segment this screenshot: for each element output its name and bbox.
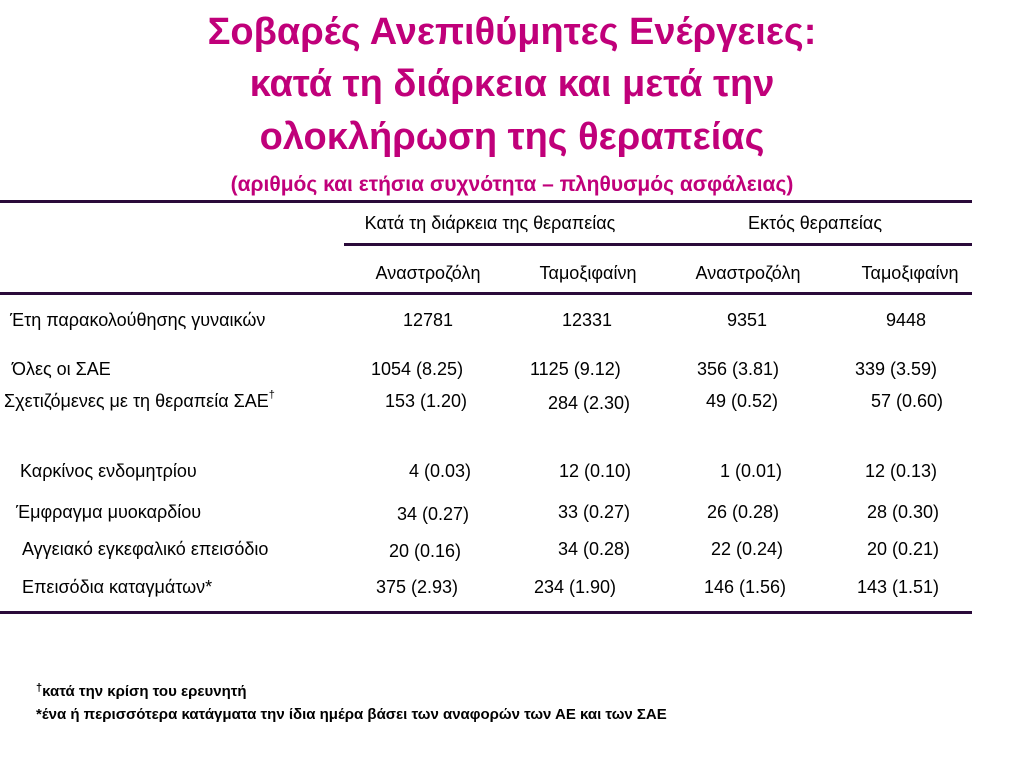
row-label-text: Σχετιζόμενες με τη θεραπεία ΣΑΕ bbox=[4, 391, 269, 411]
slide-title-line-2: κατά τη διάρκεια και μετά την bbox=[249, 63, 775, 105]
row-label-stroke: Αγγειακό εγκεφαλικό επεισόδιο bbox=[22, 539, 269, 559]
table-cell: 33 (0.27) bbox=[558, 502, 631, 522]
table-bottom-rule bbox=[0, 611, 972, 614]
table-cell: 12 (0.13) bbox=[865, 461, 938, 481]
footnote-dagger-text: κατά την κρίση του ερευνητή bbox=[42, 683, 247, 700]
row-label-all-saes: Όλες οι ΣΑΕ bbox=[12, 359, 111, 379]
table-cell: 12331 bbox=[561, 310, 613, 330]
table-cell: 20 (0.21) bbox=[867, 539, 940, 559]
table-cell: 34 (0.28) bbox=[558, 539, 631, 559]
table-cell: 9351 bbox=[726, 310, 768, 330]
table-cell: 20 (0.16) bbox=[389, 541, 462, 561]
table-cell: 1054 (8.25) bbox=[371, 359, 464, 379]
slide-title-line-3: ολοκλήρωση της θεραπείας bbox=[259, 116, 765, 158]
row-label-myocardial-infarction: Έμφραγμα μυοκαρδίου bbox=[16, 502, 202, 522]
table-cell: 146 (1.56) bbox=[704, 577, 787, 597]
table-cell: 143 (1.51) bbox=[857, 577, 940, 597]
column-header-tamoxifen-1: Ταμοξιφαίνη bbox=[539, 263, 637, 283]
table-cell: 339 (3.59) bbox=[855, 359, 938, 379]
column-header-anastrozole-2: Αναστροζόλη bbox=[695, 263, 801, 283]
table-cell: 34 (0.27) bbox=[397, 504, 470, 524]
row-label-followup-years: Έτη παρακολούθησης γυναικών bbox=[10, 310, 266, 330]
group-header-off-treatment: Εκτός θεραπείας bbox=[747, 213, 882, 233]
table-cell: 234 (1.90) bbox=[534, 577, 617, 597]
row-label-fracture-episodes: Επεισόδια καταγμάτων* bbox=[22, 577, 213, 597]
table-cell: 57 (0.60) bbox=[871, 391, 944, 411]
table-cell: 375 (2.93) bbox=[376, 577, 459, 597]
group-header-rule bbox=[344, 243, 972, 246]
table-cell: 9448 bbox=[885, 310, 927, 330]
table-cell: 22 (0.24) bbox=[711, 539, 784, 559]
table-cell: 1 (0.01) bbox=[720, 461, 783, 481]
group-header-during-treatment: Κατά τη διάρκεια της θεραπείας bbox=[364, 213, 616, 233]
table-cell: 12 (0.10) bbox=[559, 461, 632, 481]
table-cell: 12781 bbox=[402, 310, 454, 330]
footnote-dagger bbox=[36, 683, 247, 700]
slide-subtitle: (αριθμός και ετήσια συχνότητα – πληθυσμός ασφάλειας) bbox=[230, 173, 794, 196]
table-cell: 26 (0.28) bbox=[707, 502, 780, 522]
table-cell: 284 (2.30) bbox=[548, 393, 631, 413]
table-cell: 49 (0.52) bbox=[706, 391, 779, 411]
table-top-rule bbox=[0, 200, 972, 203]
dagger-mark: † bbox=[268, 389, 275, 401]
table-cell: 356 (3.81) bbox=[697, 359, 780, 379]
column-header-rule bbox=[0, 292, 972, 295]
table-cell: 153 (1.20) bbox=[385, 391, 468, 411]
column-header-anastrozole-1: Αναστροζόλη bbox=[375, 263, 481, 283]
table-cell: 4 (0.03) bbox=[409, 461, 472, 481]
footnote-star: *ένα ή περισσότερα κατάγματα την ίδια ημέρα βάσει των αναφορών των ΑΕ και των ΣΑΕ bbox=[36, 706, 667, 723]
footnote-dagger-mark: † bbox=[36, 682, 43, 694]
table-cell: 28 (0.30) bbox=[867, 502, 940, 522]
row-label-treatment-related-saes bbox=[4, 390, 275, 412]
table-cell: 1125 (9.12) bbox=[530, 359, 621, 379]
slide-title-line-1: Σοβαρές Ανεπιθύμητες Ενέργειες: bbox=[207, 11, 817, 53]
row-label-endometrial-cancer: Καρκίνος ενδομητρίου bbox=[20, 461, 197, 481]
column-header-tamoxifen-2: Ταμοξιφαίνη bbox=[861, 263, 959, 283]
